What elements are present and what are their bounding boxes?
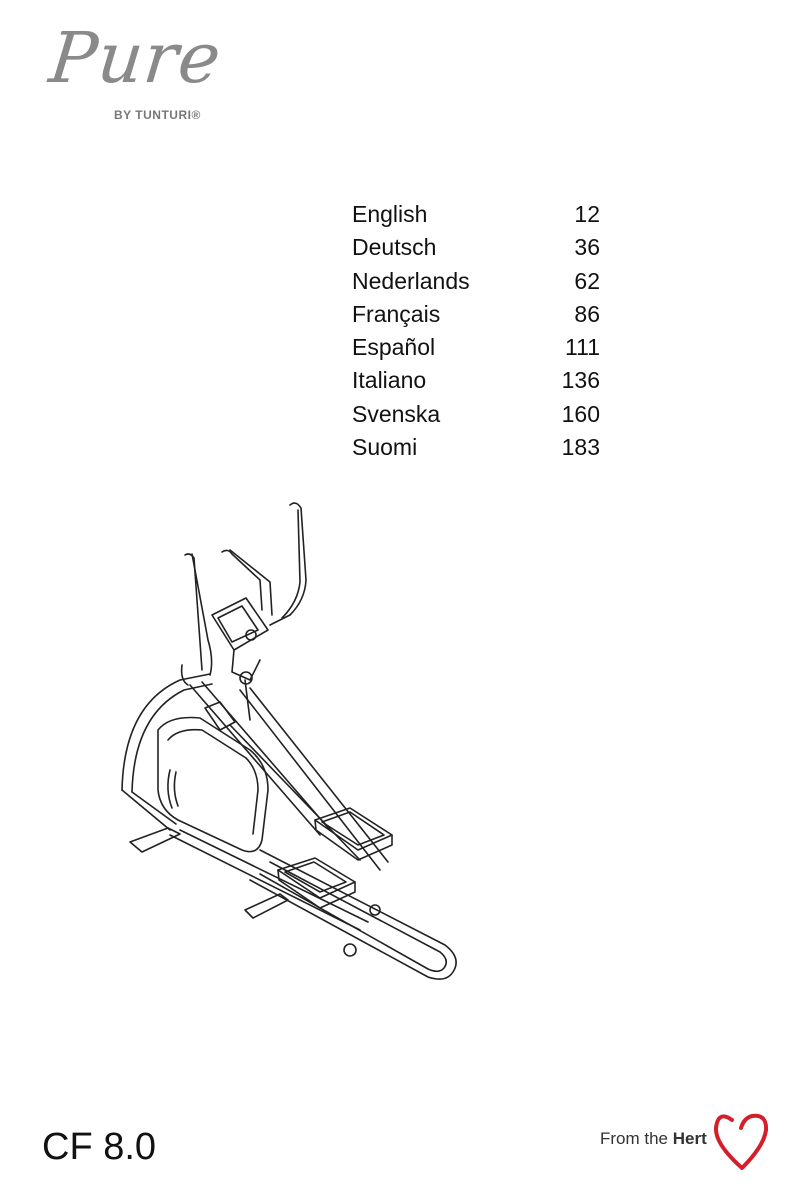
toc-row xyxy=(352,265,600,298)
toc-row xyxy=(352,198,600,231)
toc-page-number: 62 xyxy=(574,267,600,294)
toc-row xyxy=(352,298,600,331)
brand-logo xyxy=(45,17,240,123)
toc-row xyxy=(352,364,600,397)
elliptical-trainer-illustration xyxy=(110,490,480,1010)
toc-language: English xyxy=(352,201,428,227)
toc-language: Italiano xyxy=(352,367,427,394)
slogan-bold-suffix: rt xyxy=(694,1129,707,1148)
language-table-of-contents xyxy=(352,198,600,464)
toc-language: Nederlands xyxy=(352,267,470,294)
toc-page-number: 111 xyxy=(565,334,600,361)
toc-page-number: 183 xyxy=(561,434,600,461)
brand-script-name: Pure xyxy=(45,17,226,99)
toc-page-number: 86 xyxy=(574,300,600,327)
toc-language: Svenska xyxy=(352,400,441,427)
heart-icon xyxy=(712,1108,770,1172)
toc-page-number: 12 xyxy=(574,201,600,227)
toc-row xyxy=(352,431,600,464)
toc-page-number: 36 xyxy=(574,234,600,261)
toc-language: Español xyxy=(352,334,436,361)
toc-row xyxy=(352,331,600,364)
slogan-text xyxy=(600,1128,707,1150)
brand-sub-name: BY TUNTURI® xyxy=(114,108,201,122)
toc-row xyxy=(352,231,600,264)
toc-language: Suomi xyxy=(352,434,418,461)
model-name: CF 8.0 xyxy=(42,1126,157,1168)
slogan-bold-part: He xyxy=(672,1129,695,1148)
toc-page-number: 160 xyxy=(561,400,600,427)
slogan-prefix: From the xyxy=(600,1129,673,1148)
toc-row xyxy=(352,398,600,431)
toc-page-number: 136 xyxy=(561,367,600,394)
slogan-logo xyxy=(600,1108,770,1178)
toc-language: Deutsch xyxy=(352,234,437,261)
toc-language: Français xyxy=(352,300,441,327)
